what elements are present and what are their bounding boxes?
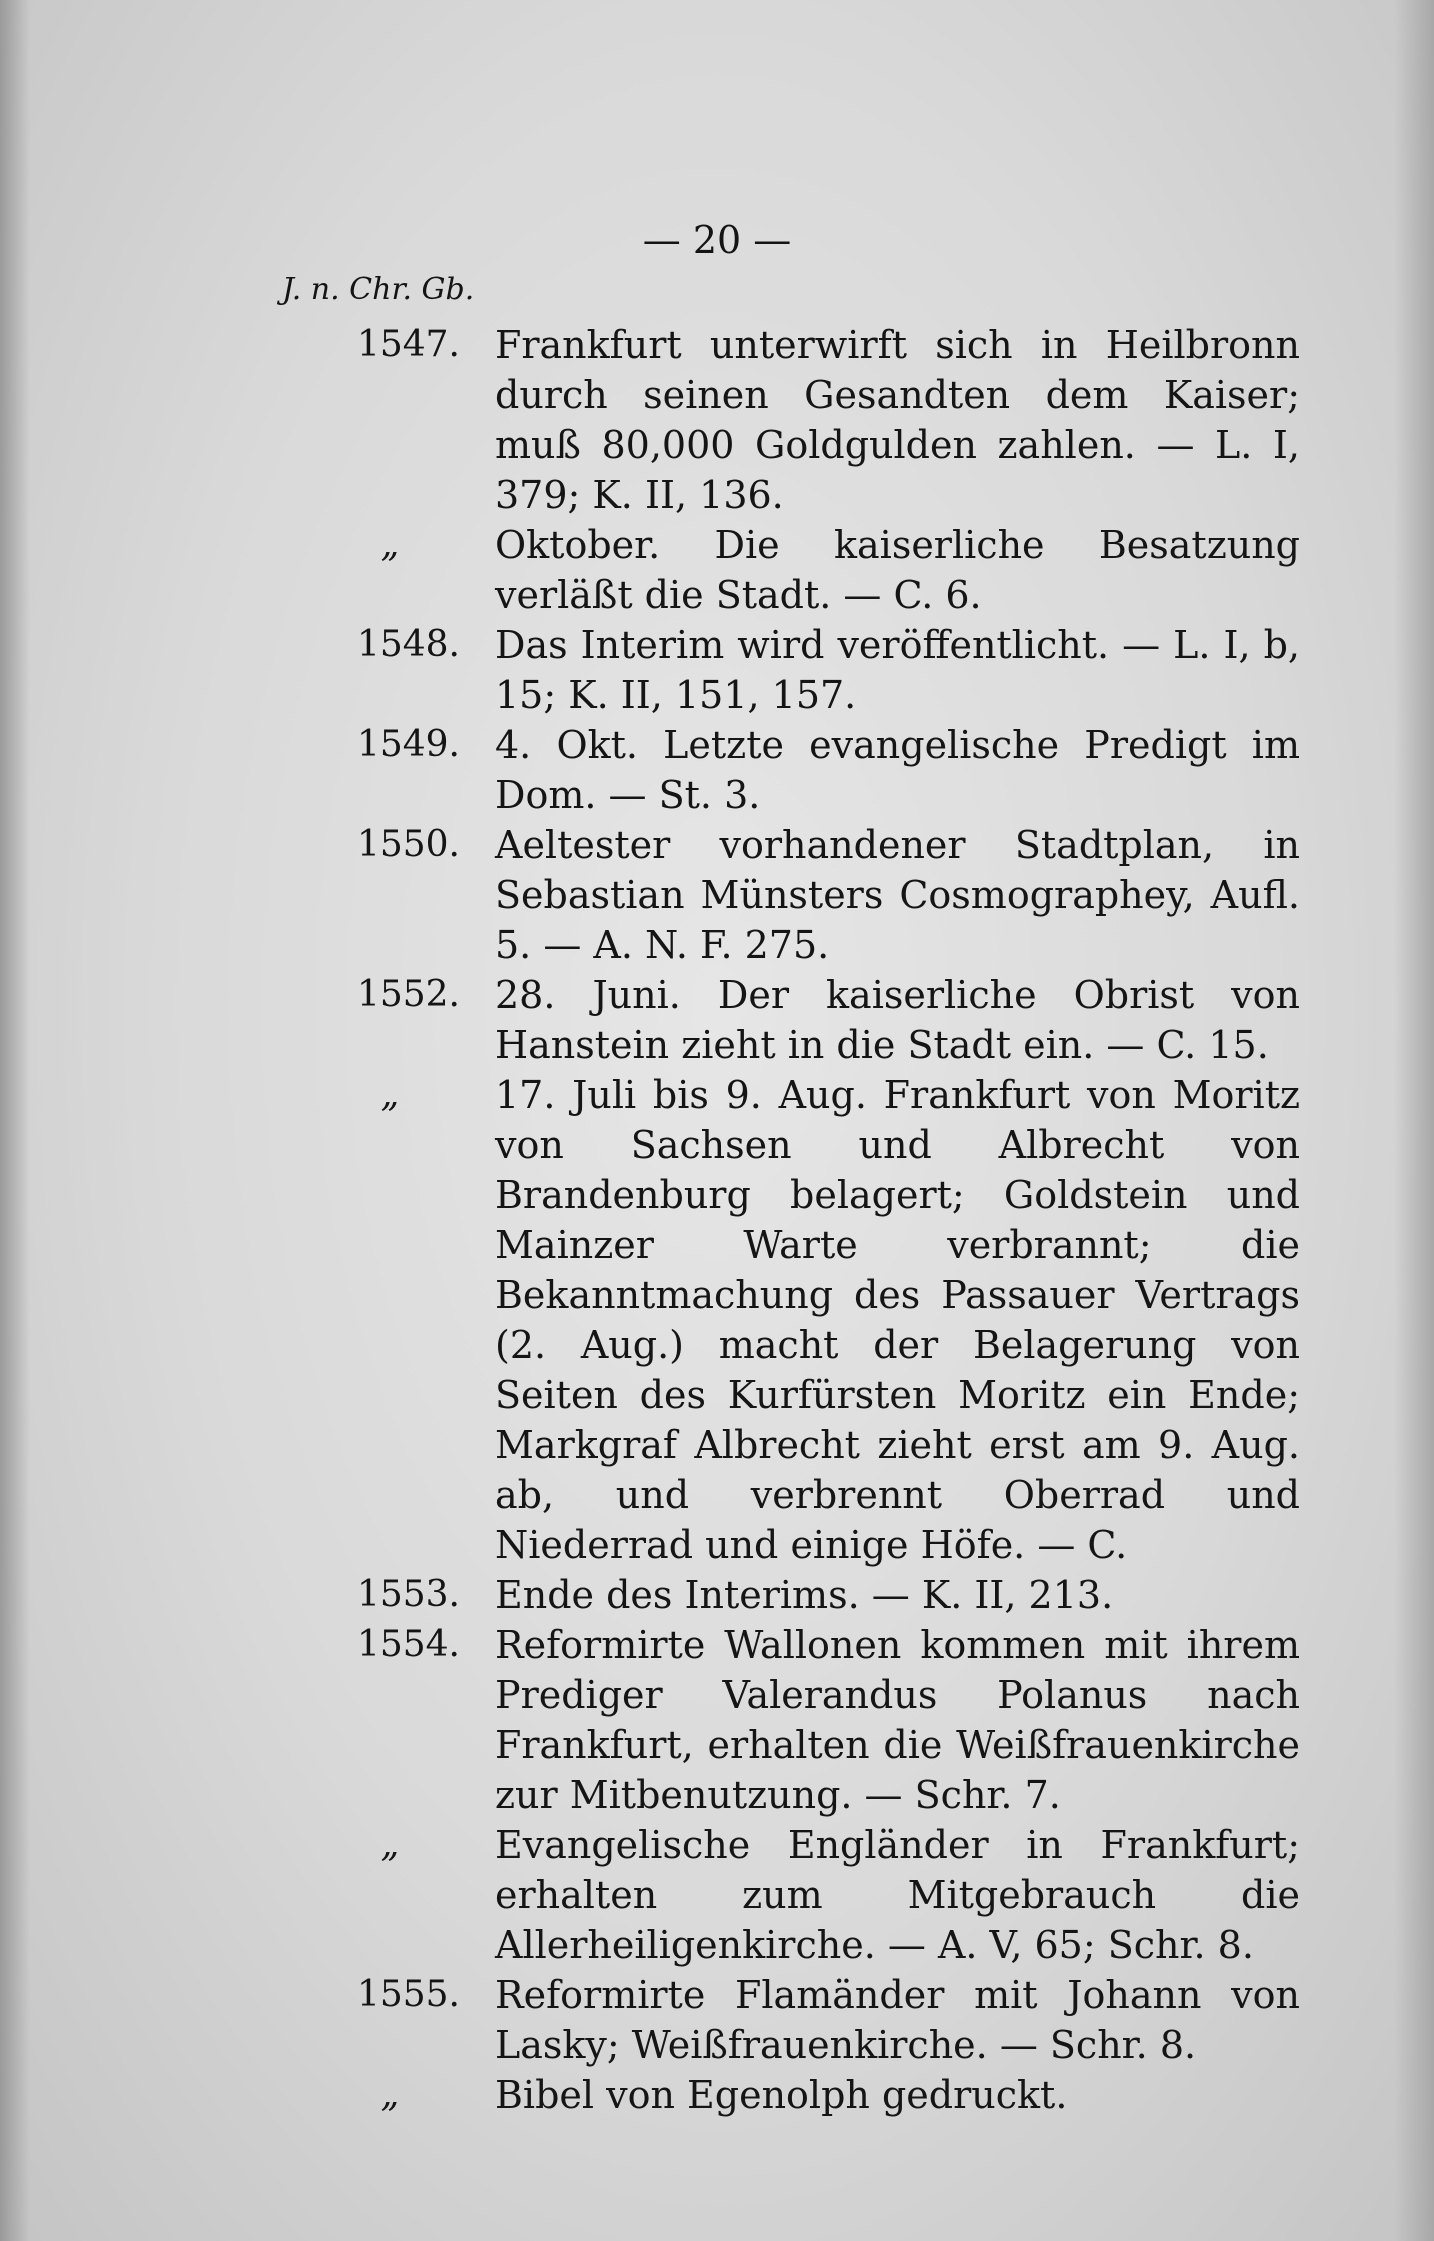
chronicle-entry [340, 1620, 1300, 1820]
entry-year: 1547. [356, 324, 460, 365]
entry-text: Aeltester vorhandener Stadtplan, in Sebastian Münsters Cosmographey, Aufl. 5. — A. N. F. 275. [495, 823, 1300, 967]
chronicle-entry [340, 320, 1300, 520]
entry-text: 4. Okt. Letzte evangelische Predigt im Dom. — St. 3. [495, 723, 1300, 817]
entry-text: Frankfurt unterwirft sich in Heilbronn durch seinen Gesandten dem Kaiser; muß 80,000 Goldgulden zahlen. — L. I, 379; K. II, 136. [495, 323, 1300, 517]
chronicle-entry [340, 2070, 1300, 2120]
page-number: — 20 — [642, 218, 792, 262]
entry-text: Reformirte Wallonen kommen mit ihrem Prediger Valerandus Polanus nach Frankfurt, erhalten die Weißfrauenkirche zur Mitbenutzung. — Schr. 7. [495, 1623, 1300, 1817]
entry-year: 1555. [356, 1974, 460, 2015]
entry-text: Oktober. Die kaiserliche Besatzung verläßt die Stadt. — C. 6. [495, 523, 1300, 617]
chronicle-entry [340, 720, 1300, 820]
entry-text: Ende des Interims. — K. II, 213. [495, 1573, 1114, 1617]
chronicle-entry [340, 520, 1300, 620]
chronicle-entry [340, 1970, 1300, 2070]
entry-year: 1552. [356, 974, 460, 1015]
year-column-label: J. n. Chr. Gb. [282, 272, 475, 307]
chronicle-entry [340, 1070, 1300, 1570]
chronicle-entry [340, 1820, 1300, 1970]
chronicle-entry [340, 620, 1300, 720]
entry-year: 1549. [356, 724, 460, 765]
chronicle-entry [340, 1570, 1300, 1620]
entry-year-ditto: „ [380, 524, 400, 565]
entry-text: Reformirte Flamänder mit Johann von Lasky; Weißfrauenkirche. — Schr. 8. [495, 1973, 1300, 2067]
entry-text: Das Interim wird veröffentlicht. — L. I, b, 15; K. II, 151, 157. [495, 623, 1300, 717]
entry-text: Bibel von Egenolph gedruckt. [495, 2073, 1068, 2117]
entry-year-ditto: „ [380, 1074, 400, 1115]
entry-year-ditto: „ [380, 2074, 400, 2115]
entry-year: 1548. [356, 624, 460, 665]
entry-text: 28. Juni. Der kaiserliche Obrist von Hanstein zieht in die Stadt ein. — C. 15. [495, 973, 1300, 1067]
entry-year: 1554. [356, 1624, 460, 1665]
entry-year: 1550. [356, 824, 460, 865]
entry-year-ditto: „ [380, 1824, 400, 1865]
entry-text: 17. Juli bis 9. Aug. Frankfurt von Moritz von Sachsen und Albrecht von Brandenburg belagert; Goldstein und Mainzer Warte verbrannt; die Bekanntmachung des Passauer Vertrags (2. Aug.) macht der Belagerung von Seiten des Kurfürsten Moritz ein Ende; Markgraf Albrecht zieht erst am 9. Aug. ab, und verbrennt Oberrad und Niederrad und einige Höfe. — C. [495, 1073, 1300, 1567]
entry-year: 1553. [356, 1574, 460, 1615]
chronicle-entries [340, 320, 1300, 2120]
chronicle-entry [340, 820, 1300, 970]
chronicle-entry [340, 970, 1300, 1070]
entry-text: Evangelische Engländer in Frankfurt; erhalten zum Mitgebrauch die Allerheiligenkirche. — A. V, 65; Schr. 8. [495, 1823, 1300, 1967]
